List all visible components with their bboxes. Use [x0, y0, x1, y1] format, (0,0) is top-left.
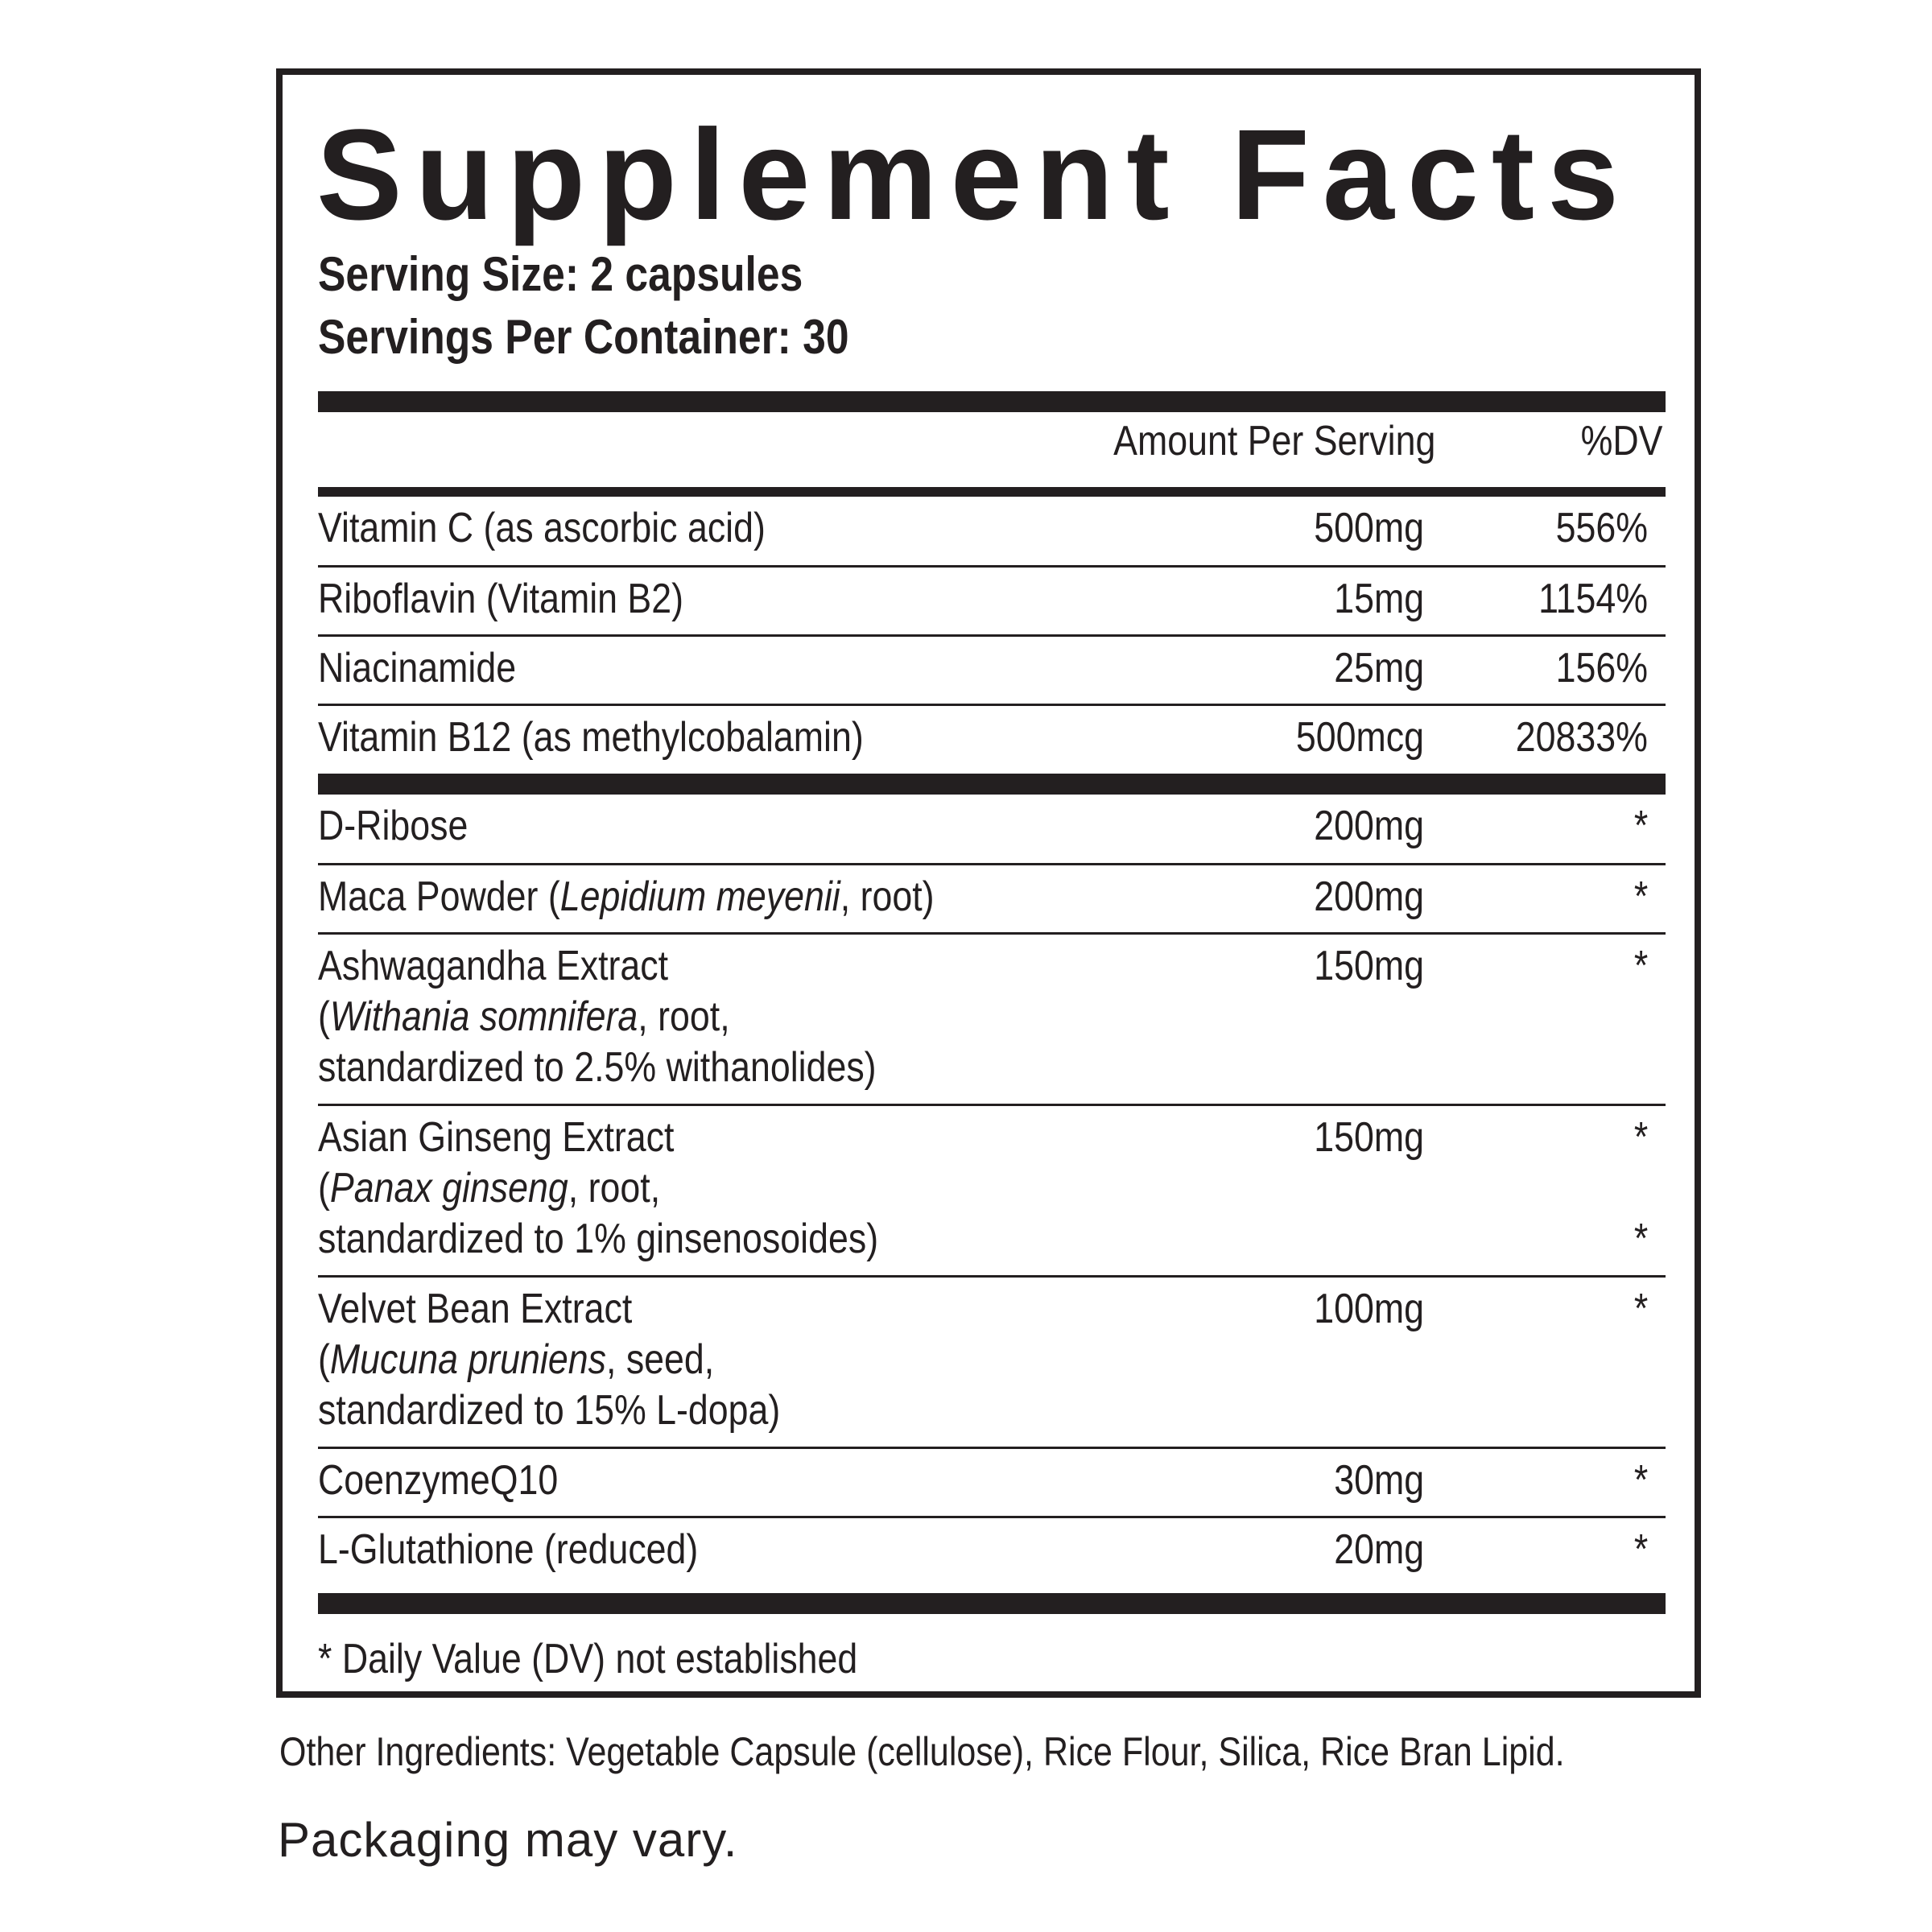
ingredient-amount: 200mg	[1314, 803, 1424, 849]
panel-title: Supplement Facts	[316, 102, 1633, 246]
ingredient-name-text: L-Glutathione (reduced)	[318, 1526, 699, 1573]
ingredient-name	[318, 1113, 878, 1265]
ingredient-name-detail: , root, standardized to 1% ginsenosoides)	[318, 1165, 879, 1262]
ingredient-dv: *	[1633, 1114, 1648, 1161]
ingredient-name-text: Velvet Bean Extract (	[318, 1286, 633, 1383]
nutrient-row	[318, 637, 1666, 706]
ingredient-name	[318, 941, 877, 1093]
nutrient-amount: 500mg	[1314, 505, 1424, 551]
ingredient-dv: *	[1633, 803, 1648, 849]
ingredient-latin-name: Panax ginseng	[329, 1165, 568, 1212]
ingredient-dv: *	[1633, 1457, 1648, 1504]
nutrient-name: Vitamin B12 (as methylcobalamin)	[318, 714, 864, 761]
ingredient-name-text: Maca Powder (	[318, 873, 560, 920]
nutrient-row	[318, 568, 1666, 637]
thick-divider-top	[318, 391, 1666, 412]
ingredient-row	[318, 865, 1666, 935]
ingredient-amount: 20mg	[1334, 1526, 1424, 1573]
ingredient-dv: *	[1633, 873, 1648, 920]
nutrient-name: Niacinamide	[318, 645, 517, 691]
nutrient-row	[318, 497, 1666, 568]
header-amount-per-serving: Amount Per Serving	[1113, 418, 1435, 464]
other-ingredient-rows	[318, 795, 1666, 1593]
ingredient-name-text: D-Ribose	[318, 803, 469, 849]
ingredient-amount: 30mg	[1334, 1457, 1424, 1504]
ingredient-name	[318, 801, 468, 852]
nutrient-dv: 556%	[1555, 505, 1648, 551]
ingredient-name-detail: , root, standardized to 2.5% withanolides)	[318, 993, 877, 1091]
ingredient-name-text: Asian Ginseng Extract (	[318, 1114, 675, 1212]
header-divider	[318, 487, 1666, 497]
supplement-facts-panel	[276, 68, 1701, 1698]
nutrient-dv: 156%	[1555, 645, 1648, 691]
ingredient-row	[318, 1106, 1666, 1278]
ingredient-dv: *	[1633, 1526, 1648, 1573]
vitamin-rows	[318, 497, 1666, 774]
ingredient-name	[318, 1455, 558, 1506]
ingredient-latin-name: Mucuna pruniens	[329, 1336, 606, 1383]
ingredient-amount: 200mg	[1314, 873, 1424, 920]
ingredient-amount: 150mg	[1314, 1114, 1424, 1161]
ingredient-row	[318, 935, 1666, 1106]
nutrient-name: Vitamin C (as ascorbic acid)	[318, 505, 766, 551]
ingredient-name	[318, 872, 935, 923]
nutrient-name: Riboflavin (Vitamin B2)	[318, 576, 684, 622]
ingredient-latin-name: Lepidium meyenii	[559, 873, 840, 920]
ingredient-dv: *	[1633, 1286, 1648, 1332]
nutrient-amount: 500mcg	[1295, 714, 1424, 761]
ingredient-name-text: CoenzymeQ10	[318, 1457, 559, 1504]
ingredient-name-text: Ashwagandha Extract (	[318, 943, 669, 1040]
dv-footnote: * Daily Value (DV) not established	[318, 1636, 858, 1682]
ingredient-dv: *	[1633, 943, 1648, 989]
ingredient-amount: 100mg	[1314, 1286, 1424, 1332]
ingredient-dv-extra: *	[1633, 1216, 1648, 1262]
ingredient-name	[318, 1525, 698, 1575]
ingredient-latin-name: Withania somnifera	[329, 993, 638, 1040]
nutrient-amount: 15mg	[1334, 576, 1424, 622]
servings-per-container: Servings Per Container: 30	[318, 310, 849, 364]
packaging-note: Packaging may vary.	[278, 1813, 738, 1867]
nutrient-dv: 20833%	[1515, 714, 1648, 761]
ingredient-name-detail: , seed, standardized to 15% L-dopa)	[318, 1336, 781, 1434]
nutrient-row	[318, 706, 1666, 774]
ingredient-amount: 150mg	[1314, 943, 1424, 989]
other-ingredients: Other Ingredients: Vegetable Capsule (cellulose), Rice Flour, Silica, Rice Bran Lipid.	[279, 1729, 1565, 1774]
ingredient-row	[318, 1278, 1666, 1449]
ingredient-row	[318, 795, 1666, 865]
nutrient-amount: 25mg	[1334, 645, 1424, 691]
ingredient-name	[318, 1284, 780, 1436]
ingredient-name-detail: , root)	[840, 873, 935, 920]
serving-size: Serving Size: 2 capsules	[318, 247, 803, 301]
thick-divider-bottom	[318, 1593, 1666, 1614]
header-percent-dv: %DV	[1580, 418, 1662, 464]
nutrient-dv: 1154%	[1538, 576, 1648, 622]
thick-divider-middle	[318, 774, 1666, 795]
ingredient-row	[318, 1518, 1666, 1593]
ingredient-row	[318, 1449, 1666, 1518]
